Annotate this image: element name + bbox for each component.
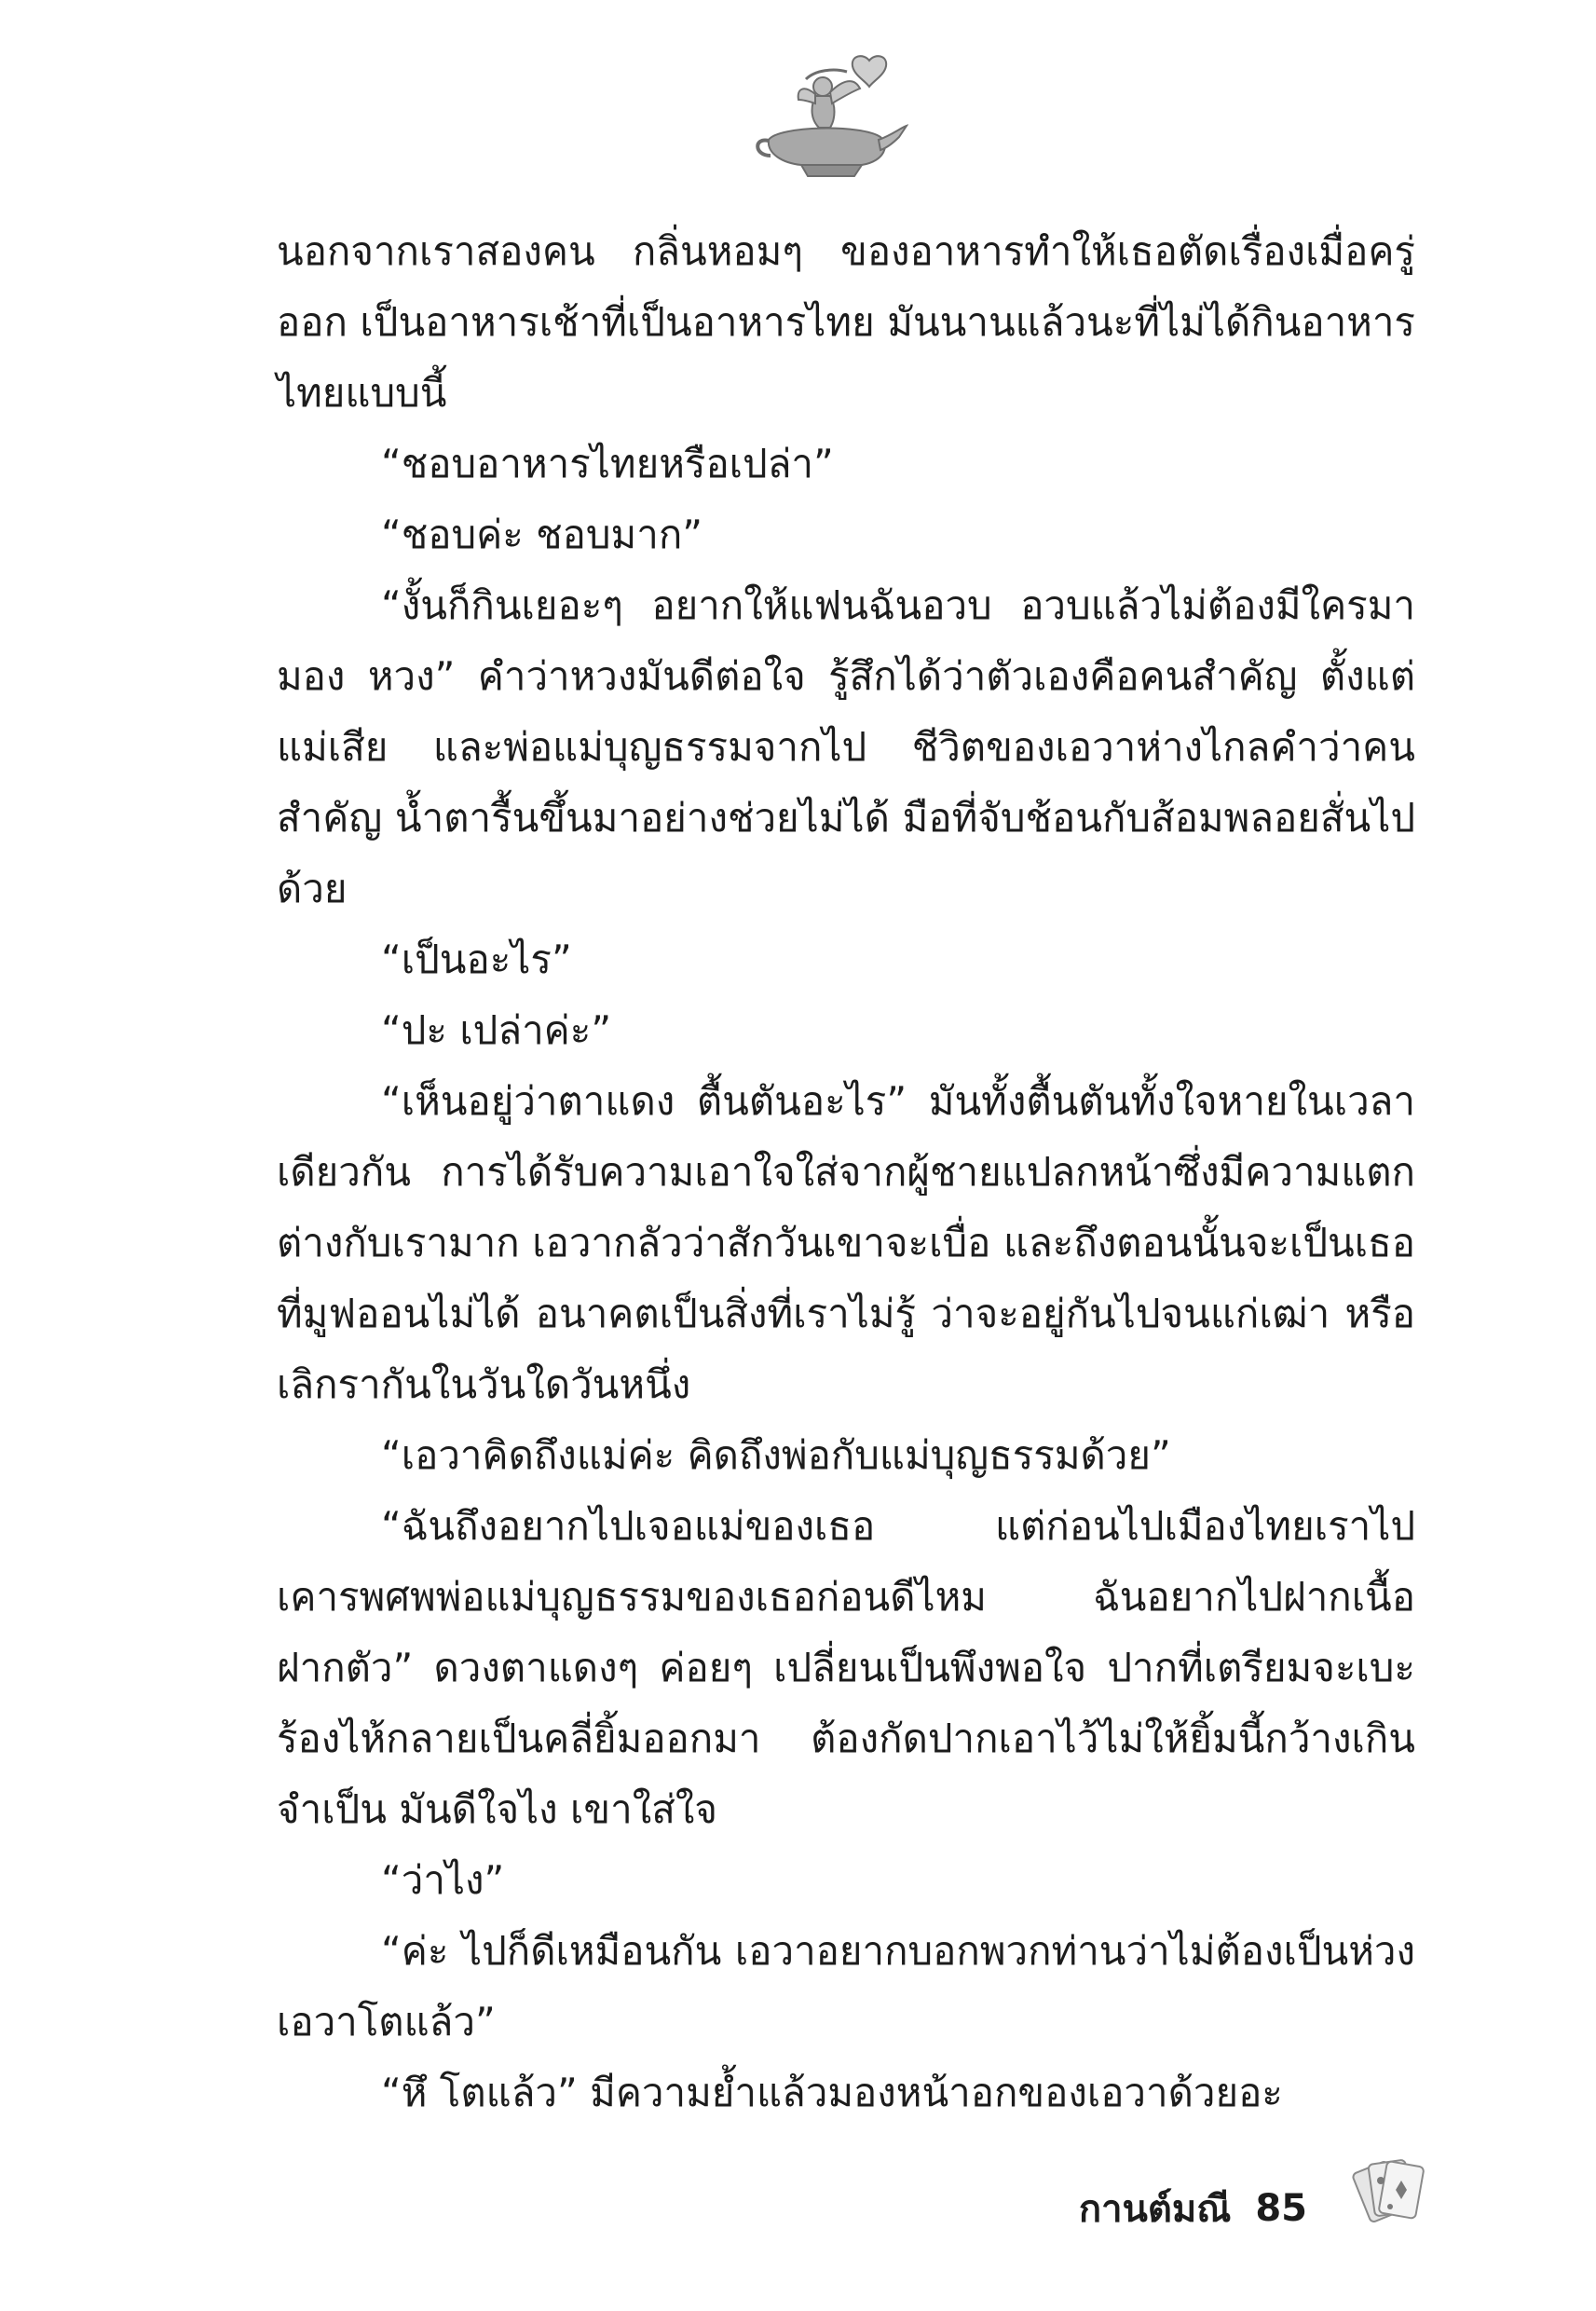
page-footer [1079,2179,1307,2238]
playing-cards-icon [1344,2153,1437,2236]
paragraph: “ชอบอาหารไทยหรือเปล่า” [381,441,834,486]
paragraph: “เห็นอยู่ว่าตาแดง ตื้นตันอะไร” มันทั้งตื้นตันทั้งใจหายในเวลาเดียวกัน การได้รับความเอาใจใส่จากผู้ชายแปลกหน้าซึ่งมีความแตกต่างกับเรามาก เอวากลัวว่าสักวันเขาจะเบื่อ และถึงตอนนั้นจะเป็นเธอที่มูฟออนไม่ได้ อนาคตเป็นสิ่งที่เราไม่รู้ ว่าจะอยู่กันไปจนแก่เฒ่า หรือเลิกรากันในวันใดวันหนึ่ง [277,1078,1415,1407]
running-title: กานต์มณี [1078,2188,1232,2231]
paragraph: “ค่ะ ไปก็ดีเหมือนกัน เอวาอยากบอกพวกท่านว่าไม่ต้องเป็นห่วงเอวาโตแล้ว” [277,1928,1415,2044]
paragraph: “ฉันถึงอยากไปเจอแม่ของเธอ แต่ก่อนไปเมืองไทยเราไปเคารพศพพ่อแม่บุญธรรมของเธอก่อนดีไหม ฉันอยากไปฝากเนื้อฝากตัว” ดวงตาแดงๆ ค่อยๆ เปลี่ยนเป็นพึงพอใจ ปากที่เตรียมจะเบะร้องไห้กลายเป็นคลี่ยิ้มออกมา ต้องกัดปากเอาไว้ไม่ให้ยิ้มนี้กว้างเกินจำเป็น มันดีใจไง เขาใส่ใจ [277,1503,1415,1832]
paragraph: “เป็นอะไร” [381,937,572,982]
cupid-on-lamp-icon [750,51,908,182]
paragraph: “ว่าไง” [381,1857,505,1903]
page-number: 85 [1255,2187,1307,2230]
paragraph: “ชอบค่ะ ชอบมาก” [381,512,703,557]
paragraph: “หึ โตแล้ว” มีความย้ำแล้วมองหน้าอกของเอวาด้วยอะ [381,2070,1283,2115]
paragraph: “งั้นก็กินเยอะๆ อยากให้แฟนฉันอวบ อวบแล้วไม่ต้องมีใครมามอง หวง” คำว่าหวงมันดีต่อใจ รู้สึกได้ว่าตัวเองคือคนสำคัญ ตั้งแต่แม่เสีย และพ่อแม่บุญธรรมจากไป ชีวิตของเอวาห่างไกลคำว่าคนสำคัญ น้ำตารื้นขึ้นมาอย่างช่วยไม่ได้ มือที่จับช้อนกับส้อมพลอยสั่นไปด้วย [277,582,1415,911]
body-text [277,216,1415,2128]
paragraph: นอกจากเราสองคน กลิ่นหอมๆ ของอาหารทำให้เธอตัดเรื่องเมื่อครู่ออก เป็นอาหารเช้าที่เป็นอาหารไทย มันนานแล้วนะที่ไม่ได้กินอาหารไทยแบบนี้ [277,228,1415,416]
paragraph: “เอวาคิดถึงแม่ค่ะ คิดถึงพ่อกับแม่บุญธรรมด้วย” [381,1432,1171,1478]
paragraph: “ปะ เปล่าค่ะ” [381,1007,612,1053]
